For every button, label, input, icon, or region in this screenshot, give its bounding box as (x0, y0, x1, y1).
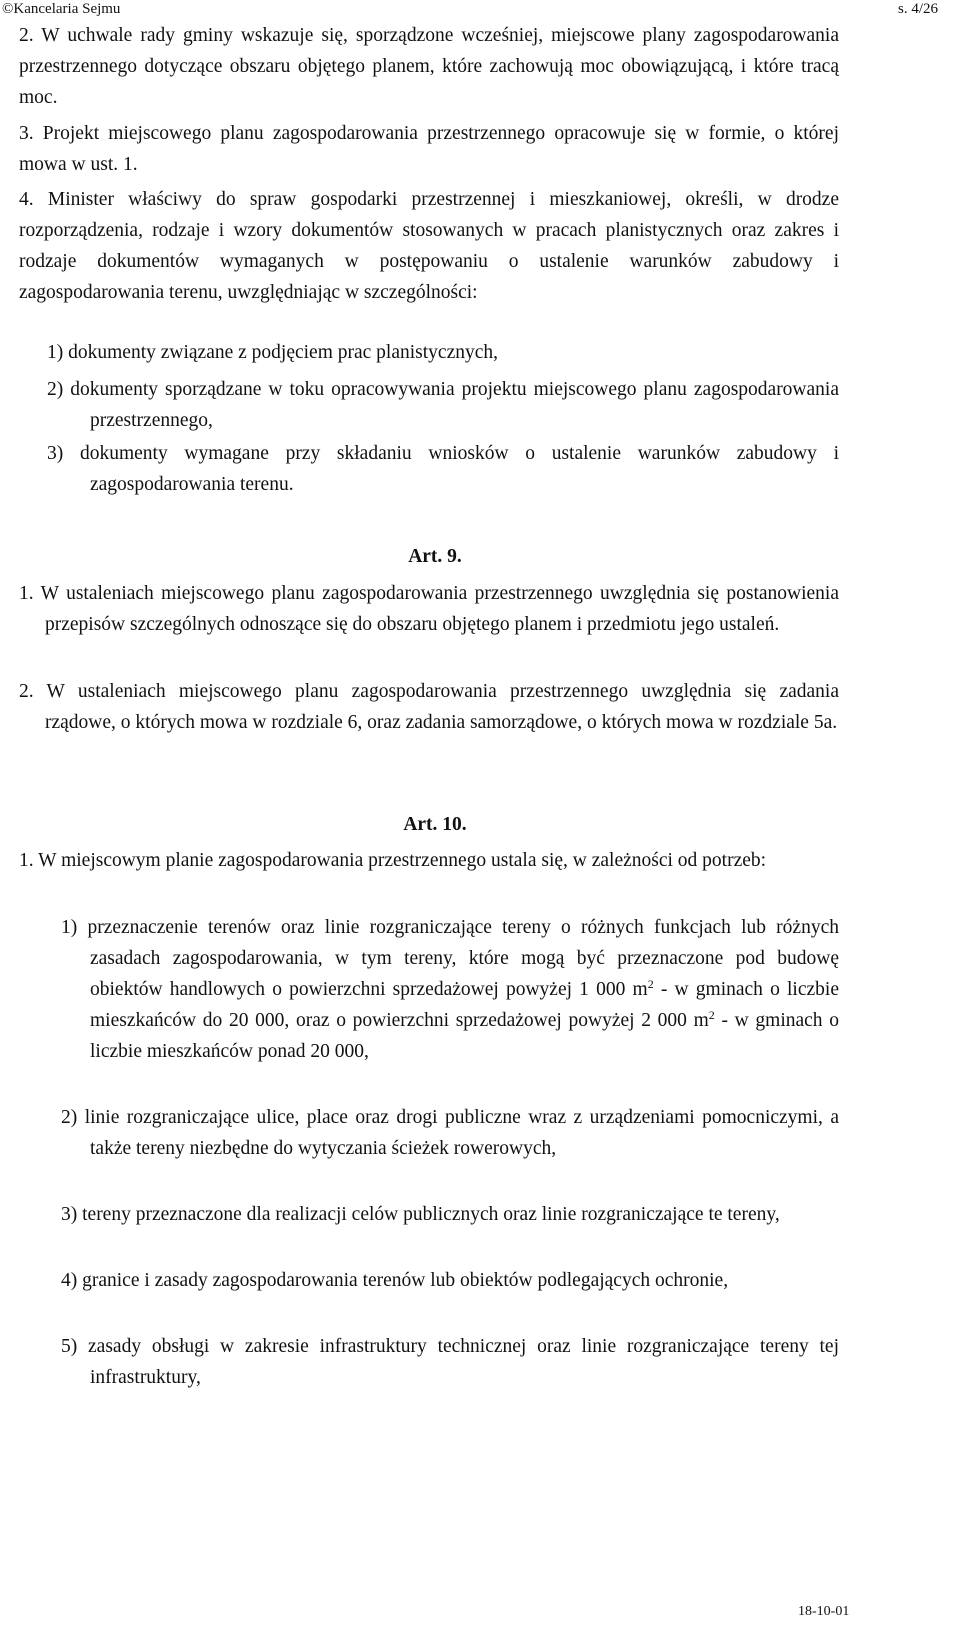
article-10-item-4: 4) granice i zasady zagospodarowania terenów lub obiektów podlegających ochronie, (61, 1270, 729, 1291)
article-10-item-1 (61, 912, 839, 1067)
article-9-paragraph-1: 1. W ustaleniach miejscowego planu zagospodarowania przestrzennego uwzględnia się postanowienia przepisów szczególnych odnoszące się do obszaru objętego planem i przedmiotu jego ustaleń. (19, 583, 839, 635)
paragraph-2: 2. W uchwale rady gminy wskazuje się, sporządzone wcześniej, miejscowe plany zagospodarowania przestrzennego dotyczące obszaru objętego planem, które zachowują moc obowiązującą, i które tracą moc. (19, 25, 839, 108)
p4-item-1: 1) dokumenty związane z podjęciem prac planistycznych, (47, 342, 499, 363)
paragraph-3: 3. Projekt miejscowego planu zagospodarowania przestrzennego opracowuje się w formie, o której mowa w ust. 1. (19, 123, 839, 175)
article-10-item-1-text-a: 1) przeznaczenie terenów oraz linie rozgraniczające tereny o różnych funkcjach lub różnych zasadach zagospodarowania, w tym tereny, które mogą być przeznaczone pod budowę obiektów handlowych o powierzchni sprzedażowej powyżej 1 000 m (61, 917, 839, 1000)
article-10-item-2: 2) linie rozgraniczające ulice, place oraz drogi publiczne wraz z urządzeniami pomocniczymi, a także tereny niezbędne do wytyczania ścieżek rowerowych, (61, 1107, 839, 1159)
p4-item-2: 2) dokumenty sporządzane w toku opracowywania projektu miejscowego planu zagospodarowania przestrzennego, (47, 379, 839, 431)
article-10-item-5: 5) zasady obsługi w zakresie infrastruktury technicznej oraz linie rozgraniczające tereny tej infrastruktury, (61, 1336, 839, 1388)
header-page-number: s. 4/26 (898, 1, 939, 17)
article-10-paragraph-1: 1. W miejscowym planie zagospodarowania przestrzennego ustala się, w zależności od potrzeb: (19, 850, 767, 871)
article-9-paragraph-2: 2. W ustaleniach miejscowego planu zagospodarowania przestrzennego uwzględnia się zadania rządowe, o których mowa w rozdziale 6, oraz zadania samorządowe, o których mowa w rozdziale 5a. (19, 681, 839, 733)
article-10-item-1-text-c: - w gminach o liczbie mieszkańców ponad 20 000, (90, 1010, 839, 1062)
p4-item-3: 3) dokumenty wymagane przy składaniu wniosków o ustalenie warunków zabudowy i zagospodarowania terenu. (47, 443, 839, 495)
paragraph-4: 4. Minister właściwy do spraw gospodarki przestrzennej i mieszkaniowej, określi, w drodze rozporządzenia, rodzaje i wzory dokumentów stosowanych w pracach planistycznych oraz zakres i rodzaje dokumentów wymaganych w postępowaniu o ustalenie warunków zabudowy i zagospodarowania terenu, uwzględniając w szczególności: (19, 189, 839, 303)
superscript-2: 2 (647, 977, 654, 991)
article-10-item-1-text-b: - w gminach o liczbie mieszkańców do 20 000, oraz o powierzchni sprzedażowej powyżej 2 000 m (90, 979, 839, 1031)
header-publisher: ©Kancelaria Sejmu (2, 1, 121, 17)
article-10-heading: Art. 10. (403, 814, 467, 835)
superscript-2: 2 (708, 1008, 715, 1022)
article-10-item-3: 3) tereny przeznaczone dla realizacji celów publicznych oraz linie rozgraniczające te tereny, (61, 1204, 780, 1225)
footer-date: 18-10-01 (798, 1604, 850, 1619)
article-9-heading: Art. 9. (408, 546, 462, 567)
